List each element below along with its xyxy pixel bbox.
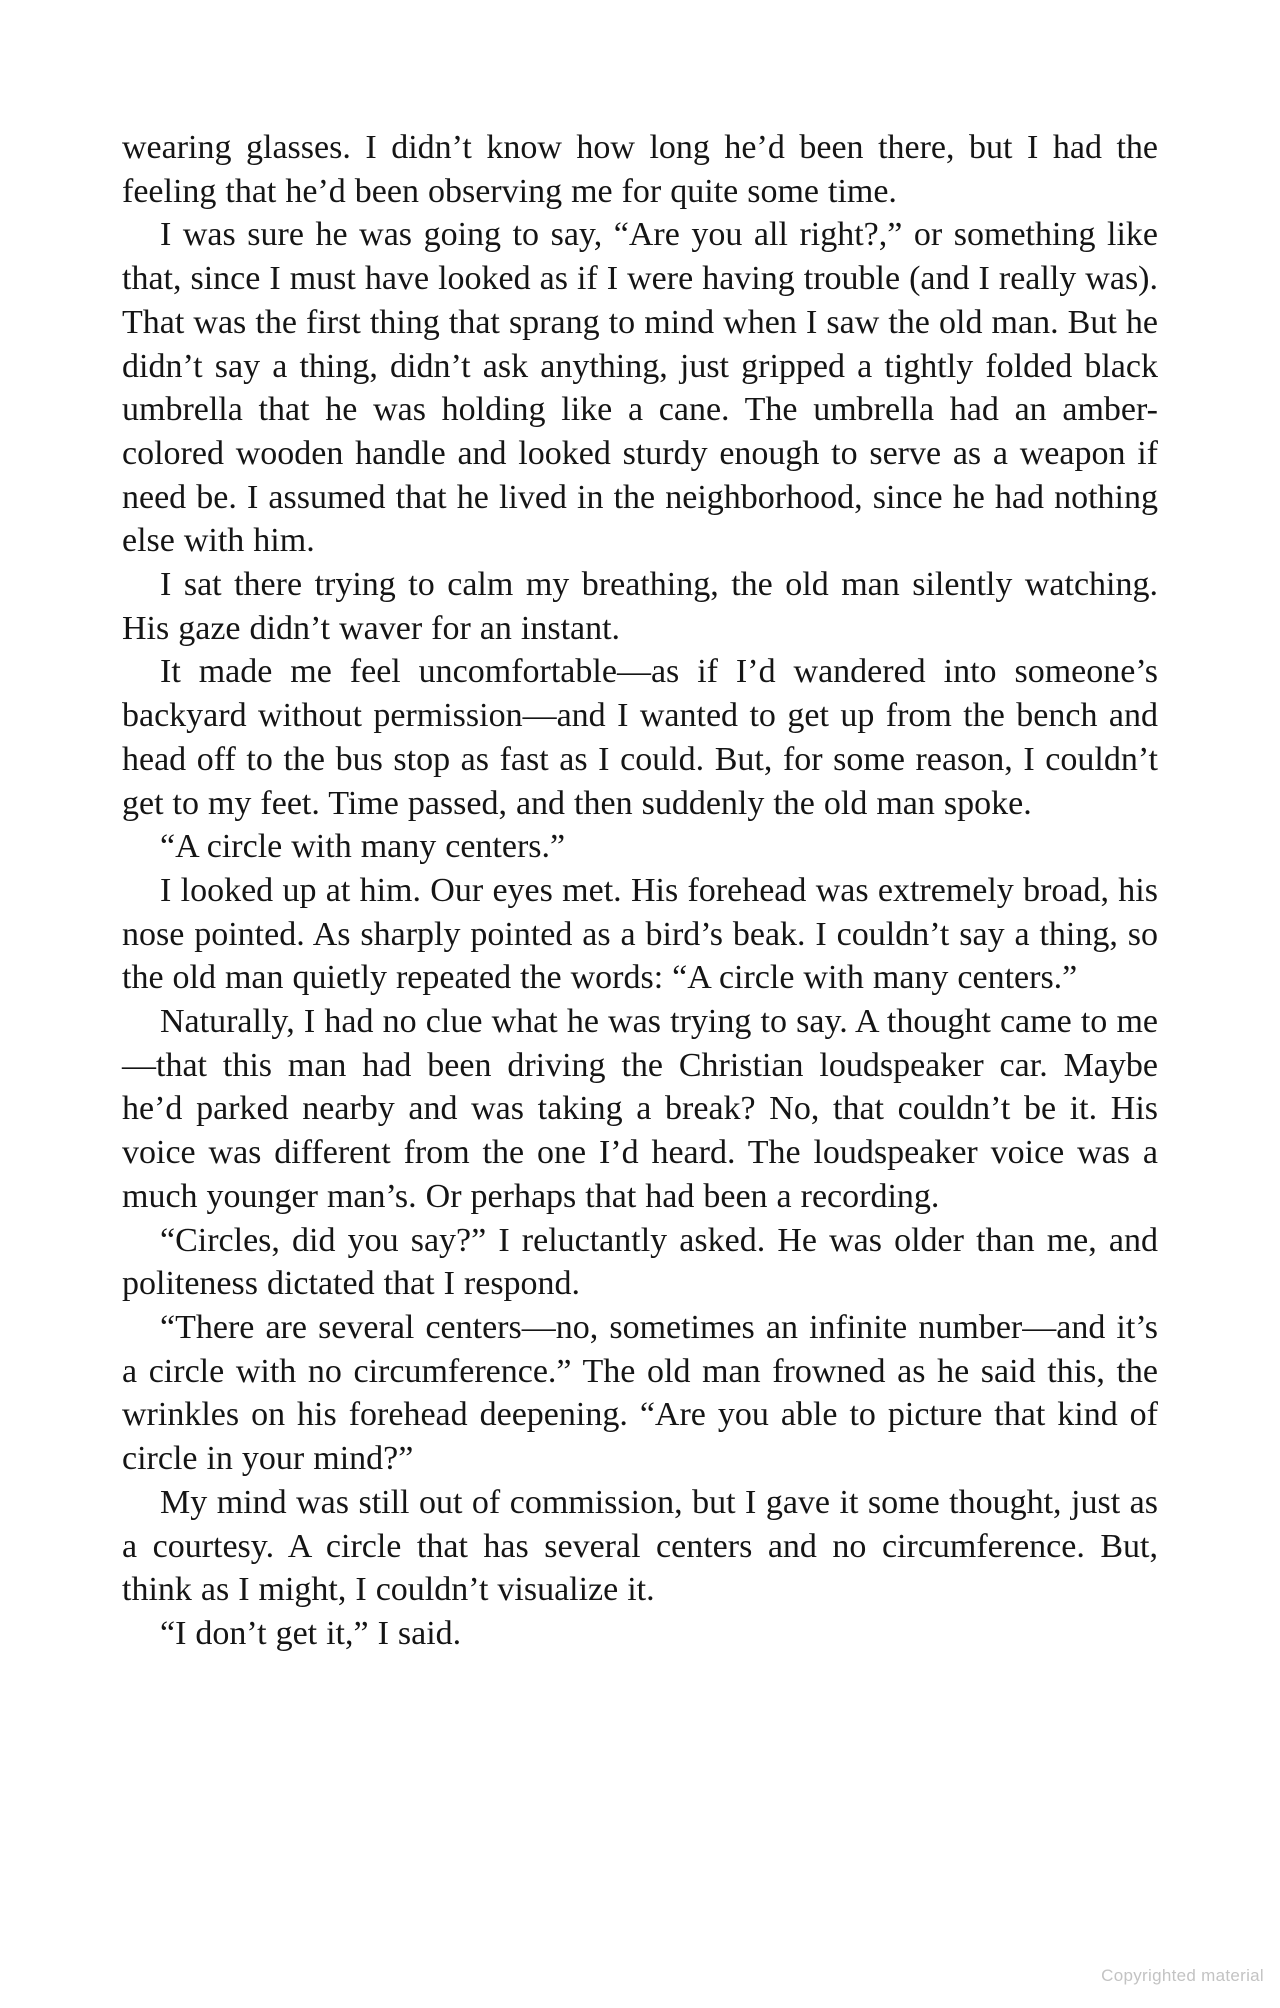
paragraph: My mind was still out of commission, but I gave it some thought, just as a courtesy. A circle that has several centers and no circumference. But, think as I might, I couldn’t visualize it. [122,1483,1158,1609]
paragraph: “A circle with many centers.” [160,828,566,866]
paragraph: I was sure he was going to say, “Are you all right?,” or something like that, since I must have looked as if I were having trouble (and I really was). That was the first thing that sprang to mind when I saw the old man. But he didn’t say a thing, didn’t ask anything, just gripped a tightly folded black umbrella that he was holding like a cane. The umbrella had an amber-colored wooden handle and looked sturdy enough to serve as a weapon if need be. I assumed that he lived in the neighborhood, since he had nothing else with him. [122,216,1158,560]
copyright-watermark: Copyrighted material [1101,1966,1264,1985]
paragraph: “Circles, did you say?” I reluctantly asked. He was older than me, and politeness dictated that I respond. [122,1221,1158,1303]
paragraph: “There are several centers—no, sometimes an infinite number—and it’s a circle with no circumference.” The old man frowned as he said this, the wrinkles on his forehead deepening. “Are you able to picture that kind of circle in your mind?” [122,1308,1158,1478]
paragraph: wearing glasses. I didn’t know how long he’d been there, but I had the feeling that he’d been observing me for quite some time. [122,129,1158,210]
paragraph: It made me feel uncomfortable—as if I’d wandered into someone’s backyard without permission—and I wanted to get up from the bench and head off to the bus stop as fast as I could. But, for some reason, I couldn’t get to my feet. Time passed, and then suddenly the old man spoke. [122,653,1158,822]
paragraph: I looked up at him. Our eyes met. His forehead was extremely broad, his nose pointed. As sharply pointed as a bird’s beak. I couldn’t say a thing, so the old man quietly repeated the words: “A circle with many centers.” [122,871,1158,997]
paragraph: “I don’t get it,” I said. [160,1614,462,1652]
page-text [122,126,1158,1656]
paragraph: I sat there trying to calm my breathing, the old man silently watching. His gaze didn’t waver for an instant. [122,566,1158,647]
paragraph: Naturally, I had no clue what he was trying to say. A thought came to me—that this man had been driving the Christian loudspeaker car. Maybe he’d parked nearby and was taking a break? No, that couldn’t be it. His voice was different from the one I’d heard. The loudspeaker voice was a much younger man’s. Or perhaps that had been a recording. [122,1003,1158,1215]
